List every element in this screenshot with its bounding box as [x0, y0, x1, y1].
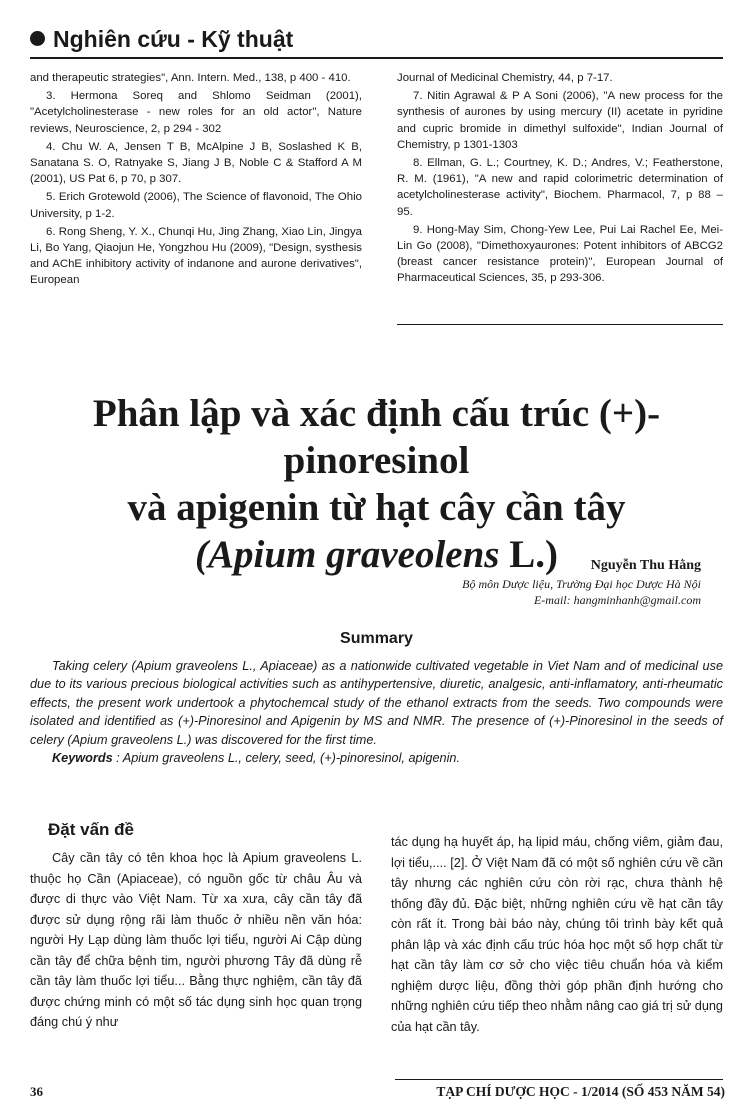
reference-item: 4. Chu W. A, Jensen T B, McAlpine J B, Soslashed K B, Sanatana S. O, Ratnyake S, Jiang J B, Noble C & Stafford A M (2001), US Pat 6, p 70, p 307. — [30, 140, 362, 186]
references-right-column — [397, 70, 723, 289]
journal-footer: TẠP CHÍ DƯỢC HỌC - 1/2014 (SỐ 453 NĂM 54) — [436, 1084, 725, 1099]
references-rule — [397, 324, 723, 325]
reference-item: 6. Rong Sheng, Y. X., Chunqi Hu, Jing Zhang, Xiao Lin, Jingya Li, Bo Yang, Qiaojun He, Yongzhou Hu (2009), "Design, systhesis and AChE inhibitory activity of indanone and aurone derivatives", European — [30, 225, 362, 287]
summary-text: Taking celery (Apium graveolens L., Apiaceae) as a nationwide cultivated vegetable in Viet Nam and of medicinal use due to its various precious biological activities such as antihypertensive, diuretic, analgesic, anti-inflamatory, anti-rheumatic effects, the present work undertook a phytochemcal study of the ethanol extracts from the seeds. Two compounds were isolated and identified as (+)-Pinoresinol and Apigenin by MS and NMR. The presence of (+)-Pinoresinol in the seeds of celery (Apium graveolens L.) was discovered for the first time. — [30, 659, 723, 747]
summary-heading: Summary — [340, 630, 413, 647]
bullet-icon — [30, 31, 45, 46]
reference-item: 3. Hermona Soreq and Shlomo Seidman (2001), "Acetylcholinesterase - new roles for an old actor", Nature reviews, Neuroscience, 2, p 294 - 302 — [30, 90, 362, 135]
header-rule — [30, 57, 723, 59]
keywords-text: : Apium graveolens L., celery, seed, (+)-pinoresinol, apigenin. — [112, 751, 460, 766]
title-species: (Apium graveolens — [195, 533, 500, 576]
reference-item: 8. Ellman, G. L.; Courtney, K. D.; Andres, V.; Featherstone, R. M. (1961), "A new and rapid colorimetric determination of acetylcholinesterase activity", Biochem. Pharmacol, 7, p 88 – 95. — [397, 157, 723, 218]
reference-item: 5. Erich Grotewold (2006), The Science of flavonoid, The Ohio University, p 1-2. — [30, 191, 362, 220]
reference-item: Journal of Medicinal Chemistry, 44, p 7-17. — [397, 72, 613, 84]
author-affiliation: Bộ môn Dược liệu, Trường Đại học Dược Hà Nội — [462, 577, 701, 591]
author-block — [462, 556, 701, 608]
section-header — [30, 26, 293, 53]
reference-item: 9. Hong-May Sim, Chong-Yew Lee, Pui Lai Rachel Ee, Mei-Lin Go (2008), "Dimethoxyaurones: Potent inhibitors of ABCG2 (breast cancer resistance protein)", European Journal of Pharmaceutical Sciences, 35, p 293-306. — [397, 223, 723, 285]
intro-paragraph-right: tác dụng hạ huyết áp, hạ lipid máu, chống viêm, giảm đau, lợi tiểu,.... [2]. Ở Việt Nam đã có một số nghiên cứu về cần tây nhưng các nghiên cứu còn rời rạc, chưa thành hệ thống đầy đủ. Đặc biệt, những nghiên cứu về hạt cần tây còn rất ít. Trong bài báo này, chúng tôi trình bày kết quả phân lập và xác định cấu trúc hóa học một số hợp chất từ hạt cần tây làm cơ sở cho việc tiêu chuẩn hóa và kiểm nghiệm dược liệu, đồng thời góp phần định hướng cho những nghiên cứu tiếp theo nhằm nâng cao giá trị sử dụng của hạt cần tây. — [391, 835, 723, 1034]
title-line-2: và apigenin từ hạt cây cần tây — [127, 486, 626, 529]
page-number: 36 — [30, 1084, 43, 1099]
title-line-1: Phân lập và xác định cấu trúc (+)- pinoresinol — [92, 392, 661, 482]
title-species-suffix: L.) — [499, 533, 558, 576]
reference-item: and therapeutic strategies", Ann. Intern. Med., 138, p 400 - 410. — [30, 72, 351, 84]
reference-item: 7. Nitin Agrawal & P A Soni (2006), "A new process for the synthesis of aurones by using mercury (II) acetate in pyridine and cupric bromide in dimethyl sulfoxide", Indian Journal of Chemistry, p 1301-1303 — [397, 90, 723, 151]
keywords-line — [30, 749, 723, 767]
author-email: E-mail: hangminhanh@gmail.com — [533, 593, 701, 607]
intro-right-column — [391, 832, 723, 1037]
intro-left-column — [30, 820, 362, 1033]
footer-rule — [395, 1079, 723, 1080]
references-left-column — [30, 70, 362, 291]
summary-block — [30, 657, 723, 767]
section-header-label: Nghiên cứu - Kỹ thuật — [53, 26, 294, 52]
article-title — [20, 390, 733, 578]
keywords-label: Keywords — [52, 751, 113, 766]
author-name: Nguyễn Thu Hằng — [590, 558, 701, 573]
intro-heading: Đặt vấn đề — [48, 820, 134, 839]
intro-paragraph-left: Cây cần tây có tên khoa học là Apium graveolens L. thuộc họ Cần (Apiaceae), có nguồn gốc từ châu Âu và được di thực vào Việt Nam. Từ xa xưa, cây cần tây đã được sử dụng rộng rãi làm thuốc ở nhiều nền văn hóa: người Hy Lạp dùng làm thuốc lợi tiểu, người Ai Cập dùng cần tây để chữa bệnh tim, người phương Tây đã dùng rễ cần tây làm thuốc lợi tiểu... Bằng thực nghiệm, cần tây đã được chứng minh có một số tác dụng sinh học quan trọng đáng chú ý như — [30, 851, 362, 1029]
